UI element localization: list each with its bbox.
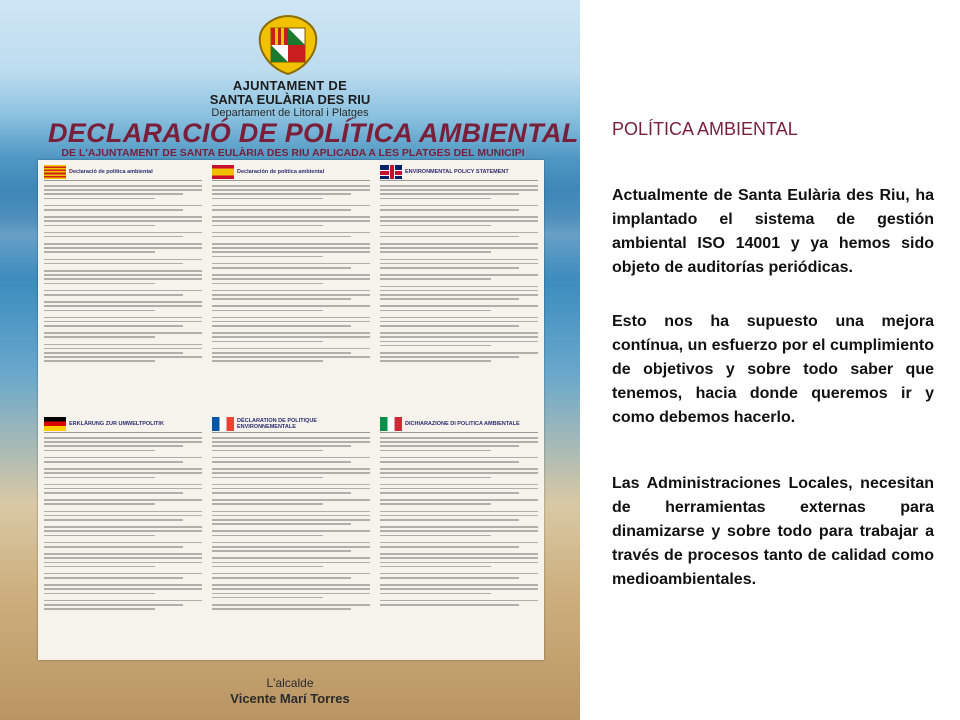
panel-body-text <box>380 185 538 362</box>
panel-title: ERKLÄRUNG ZUR UMWELTPOLITIK <box>69 421 164 427</box>
panel-body-text <box>380 437 538 606</box>
panel-body-text <box>212 437 370 610</box>
panel-body-text <box>212 185 370 362</box>
spanish-flag-icon <box>212 165 234 179</box>
panel-catalan <box>44 164 202 408</box>
panel-title: ENVIRONMENTAL POLICY STATEMENT <box>405 169 509 175</box>
policy-board <box>38 160 544 660</box>
panel-body-text <box>44 185 202 362</box>
panel-italian <box>380 416 538 654</box>
poster-title: DECLARACIÓ DE POLÍTICA AMBIENTAL <box>48 118 579 148</box>
panel-title: Declaració de política ambiental <box>69 169 153 175</box>
panel-french <box>212 416 370 654</box>
mayor-role: L'alcalde <box>266 676 314 690</box>
paragraph-1: Actualmente de Santa Eulària des Riu, ha implantado el sistema de gestión ambiental ISO 14001 y ya hemos sido objeto de auditorías periódicas. <box>612 187 934 276</box>
org-name-line2: SANTA EULÀRIA DES RIU <box>209 92 371 107</box>
italian-flag-icon <box>380 417 402 431</box>
panel-title: DÉCLARATION DE POLITIQUE ENVIRONNEMENTALE <box>237 418 317 430</box>
municipal-crest-icon <box>256 14 320 76</box>
panel-body-text <box>44 437 202 610</box>
catalan-flag-icon <box>44 165 66 179</box>
german-flag-icon <box>44 417 66 431</box>
panel-spanish <box>212 164 370 408</box>
panel-title: DICHIARAZIONE DI POLITICA AMBIENTALE <box>405 421 520 427</box>
mayor-name: Vicente Marí Torres <box>230 691 350 706</box>
org-department: Departament de Litoral i Platges <box>211 107 369 119</box>
section-title: POLÍTICA AMBIENTAL <box>612 119 798 139</box>
uk-flag-icon <box>380 165 402 179</box>
paragraph-3: Las Administraciones Locales, necesitan de herramientas externas para dinamizarse y sobre todo para trabajar a través de procesos tanto de calidad como medioambientales. <box>612 475 934 588</box>
french-flag-icon <box>212 417 234 431</box>
poster-subtitle: DE L'AJUNTAMENT DE SANTA EULÀRIA DES RIU APLICADA A LES PLATGES DEL MUNICIPI <box>61 147 525 159</box>
panel-title: Declaración de política ambiental <box>237 169 325 175</box>
panel-english <box>380 164 538 408</box>
org-name-line1: AJUNTAMENT DE <box>232 78 348 93</box>
panel-german <box>44 416 202 654</box>
paragraph-2: Esto nos ha supuesto una mejora contínua, un esfuerzo por el cumplimiento de objetivos y sobre todo saber que tenemos, hacia donde queremos ir y como debemos hacerlo. <box>612 313 934 426</box>
